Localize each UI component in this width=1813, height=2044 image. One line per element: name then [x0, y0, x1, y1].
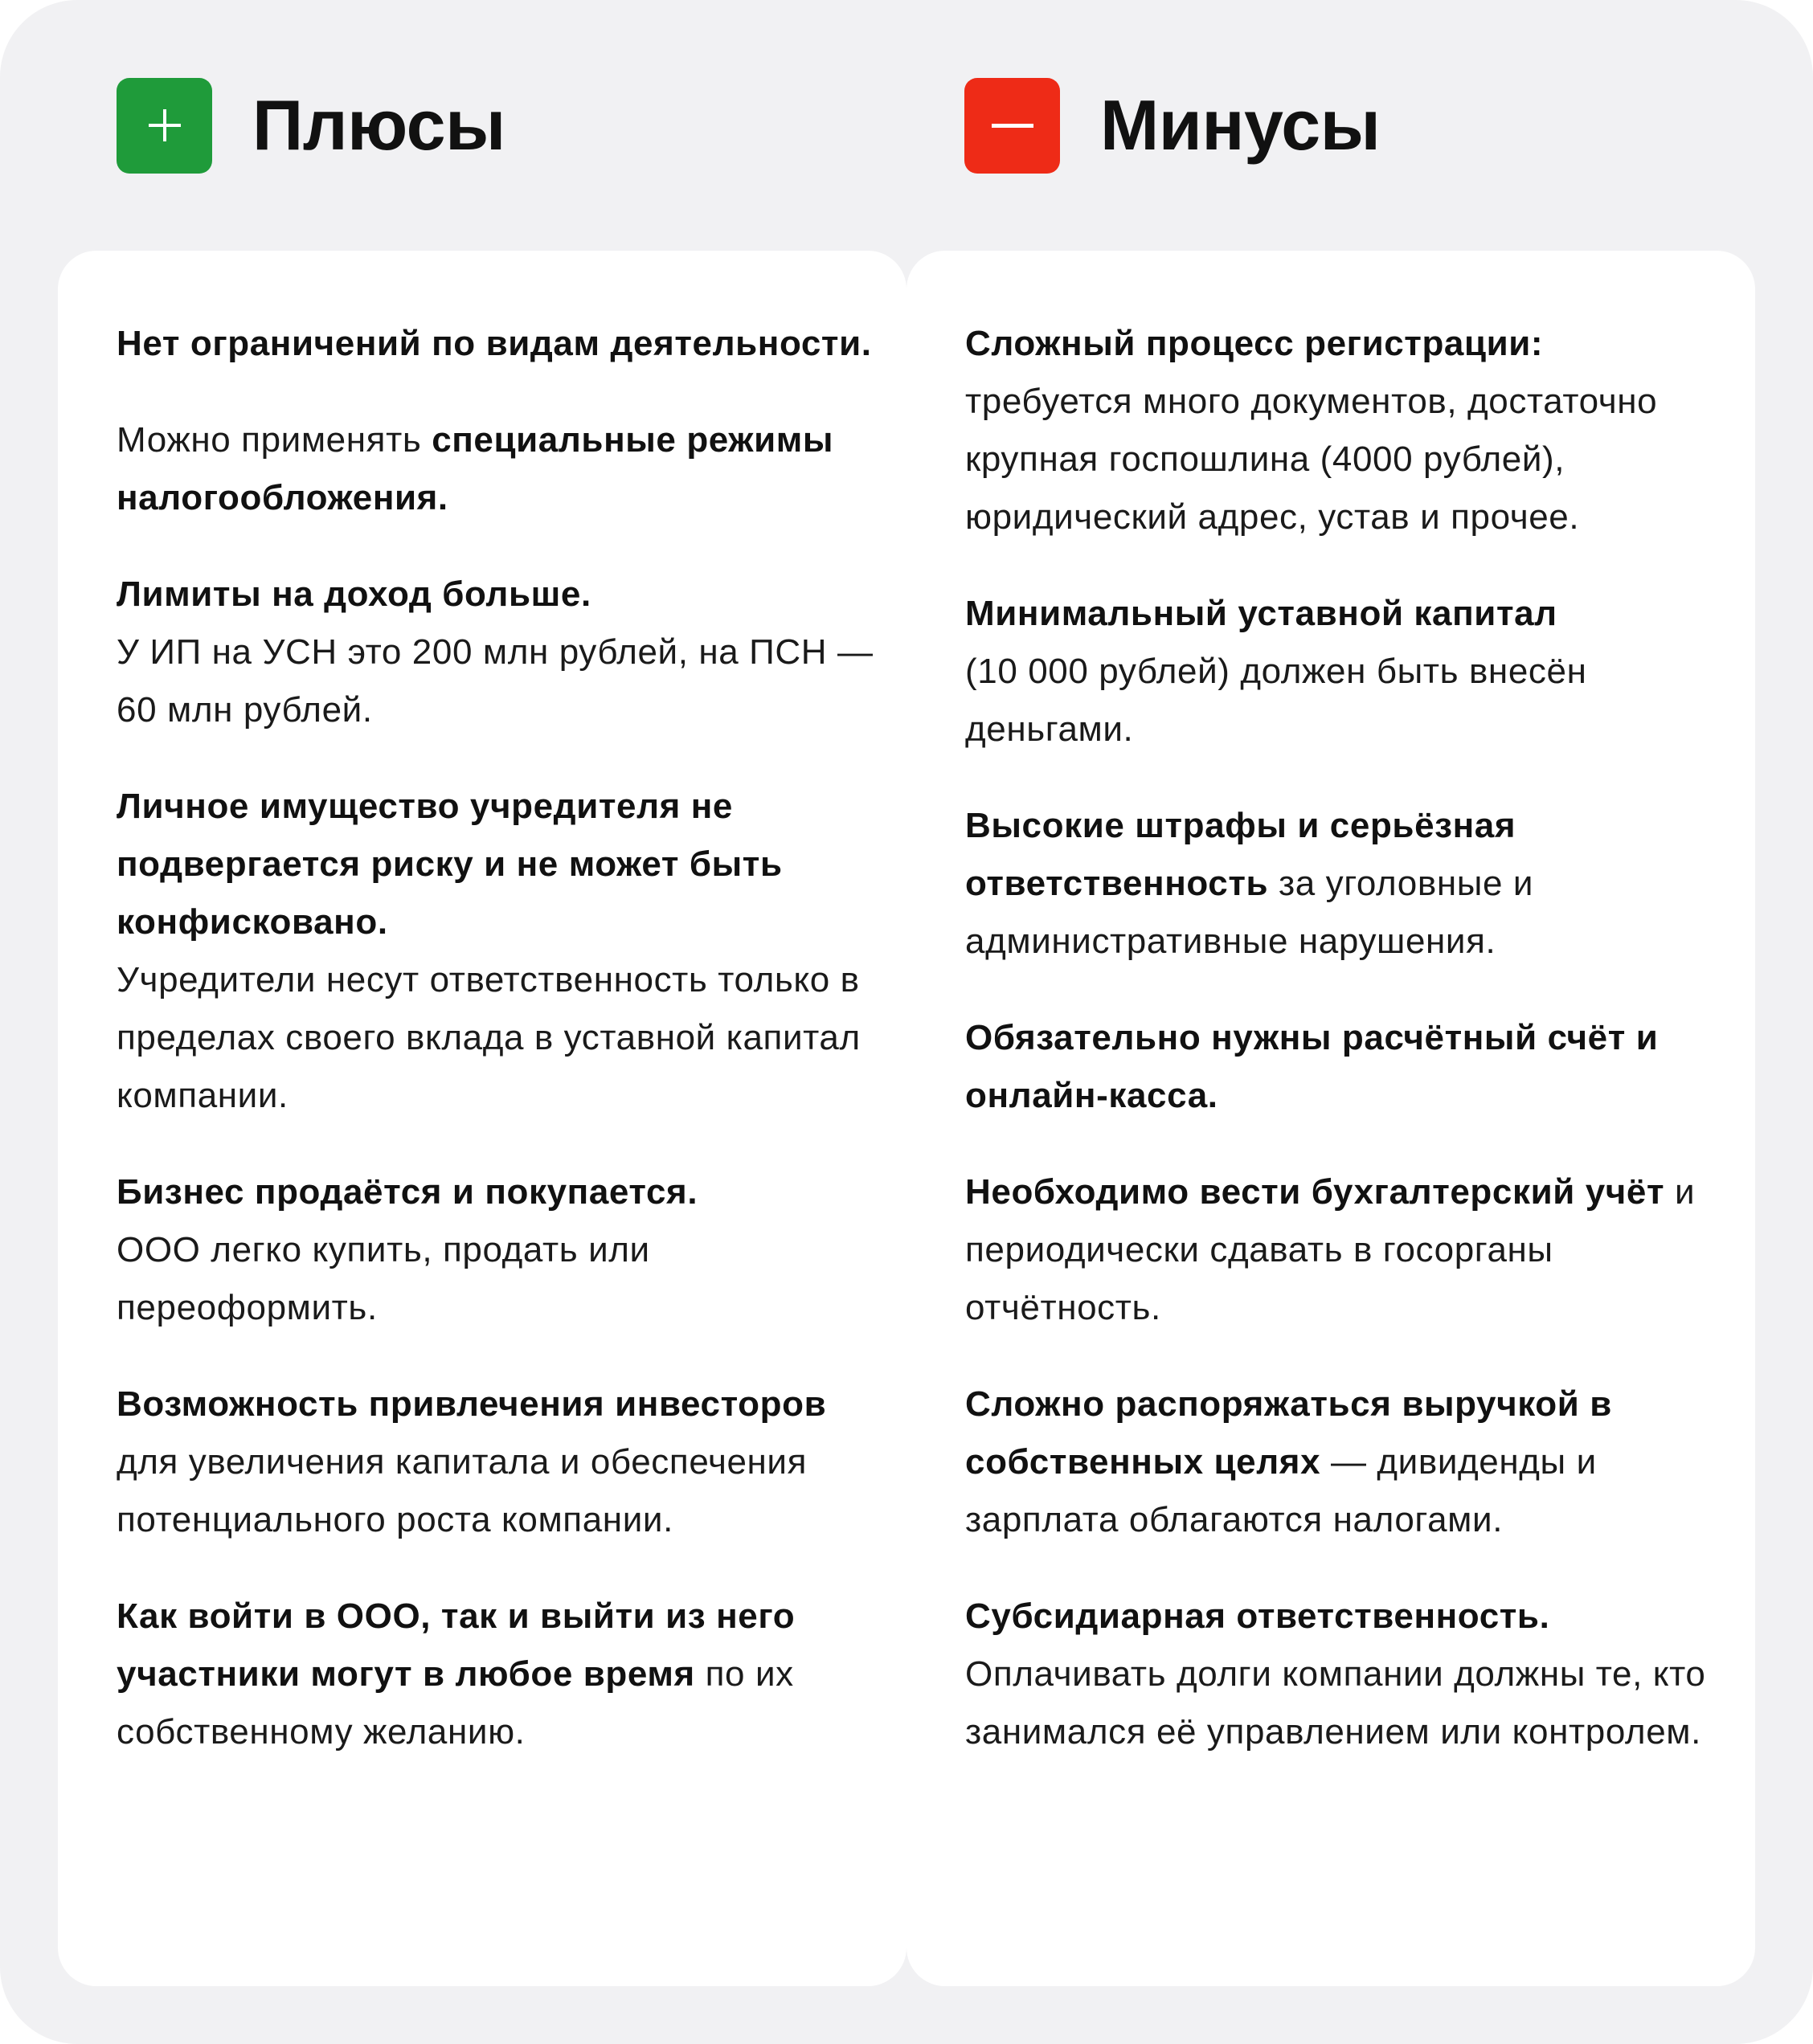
pros-item	[117, 411, 888, 527]
pros-item	[117, 566, 888, 739]
pros-item	[117, 315, 888, 373]
cons-item-bold: Субсидиарная ответственность.	[965, 1596, 1550, 1636]
cons-item-bold: Высокие штрафы и серьёзная ответственность	[965, 806, 1516, 903]
cons-item	[965, 797, 1737, 971]
pros-item-bold: Лимиты на доход больше.	[117, 574, 591, 614]
pros-item-text: ООО легко купить, продать или переоформить.	[117, 1230, 650, 1327]
pros-item-bold: Возможность привлечения инвесторов	[117, 1384, 827, 1424]
cons-item-text: — дивиденды и зарплата облагаются налогами.	[965, 1442, 1597, 1539]
cons-item-bold: Минимальный уставной капитал	[965, 594, 1557, 633]
pros-item-bold: Как войти в ООО, так и выйти из него участники могут в любое время	[117, 1596, 796, 1694]
pros-list	[117, 315, 888, 1761]
cons-item	[965, 1376, 1737, 1549]
cons-item	[965, 1009, 1737, 1125]
cons-item-text: и периодически сдавать в госорганы отчётность.	[965, 1172, 1696, 1327]
pros-item	[117, 778, 888, 1125]
pros-item-text: У ИП на УСН это 200 млн рублей, на ПСН — 60 млн рублей.	[117, 632, 874, 730]
pros-item	[117, 1376, 888, 1549]
cons-title: Минусы	[1100, 85, 1381, 165]
cons-item	[965, 585, 1737, 758]
pros-item-text: Можно применять	[117, 420, 432, 460]
pros-header	[117, 76, 505, 174]
pros-item-bold: Личное имущество учредителя не подвергается риску и не может быть конфисковано.	[117, 787, 783, 942]
cons-item-text: требуется много документов, достаточно крупная госпошлина (4000 рублей), юридический адрес, устав и прочее.	[965, 382, 1658, 537]
minus-icon	[964, 78, 1060, 174]
pros-item	[117, 1588, 888, 1761]
pros-panel	[58, 251, 906, 1986]
pros-title: Плюсы	[252, 85, 505, 165]
pros-item-text: по их собственному желанию.	[117, 1654, 794, 1752]
cons-panel	[906, 251, 1755, 1986]
cons-header	[964, 76, 1380, 174]
pros-item-bold: Нет ограничений по видам деятельности.	[117, 324, 872, 363]
cons-item-text: (10 000 рублей) должен быть внесён деньгами.	[965, 652, 1587, 749]
pros-item-text: для увеличения капитала и обеспечения потенциального роста компании.	[117, 1442, 808, 1539]
cons-item	[965, 1163, 1737, 1337]
cons-item-bold: Сложный процесс регистрации:	[965, 324, 1544, 363]
cons-item-text: Оплачивать долги компании должны те, кто занимался её управлением или контролем.	[965, 1654, 1706, 1752]
cons-item	[965, 1588, 1737, 1761]
cons-item-text: за уголовные и административные нарушения.	[965, 864, 1534, 961]
pros-item-text: Учредители несут ответственность только в пределах своего вклада в уставной капитал компании.	[117, 960, 861, 1115]
cons-item-bold: Сложно распоряжаться выручкой в собственных целях	[965, 1384, 1612, 1482]
plus-icon	[117, 78, 212, 174]
pros-item	[117, 1163, 888, 1337]
pros-item-bold: специальные режимы налогообложения.	[117, 420, 834, 517]
cons-list	[965, 315, 1737, 1761]
cons-item	[965, 315, 1737, 546]
pros-item-bold: Бизнес продаётся и покупается.	[117, 1172, 698, 1212]
cons-item-bold: Обязательно нужны расчётный счёт и онлайн-касса.	[965, 1018, 1659, 1115]
cons-item-bold: Необходимо вести бухгалтерский учёт	[965, 1172, 1665, 1212]
